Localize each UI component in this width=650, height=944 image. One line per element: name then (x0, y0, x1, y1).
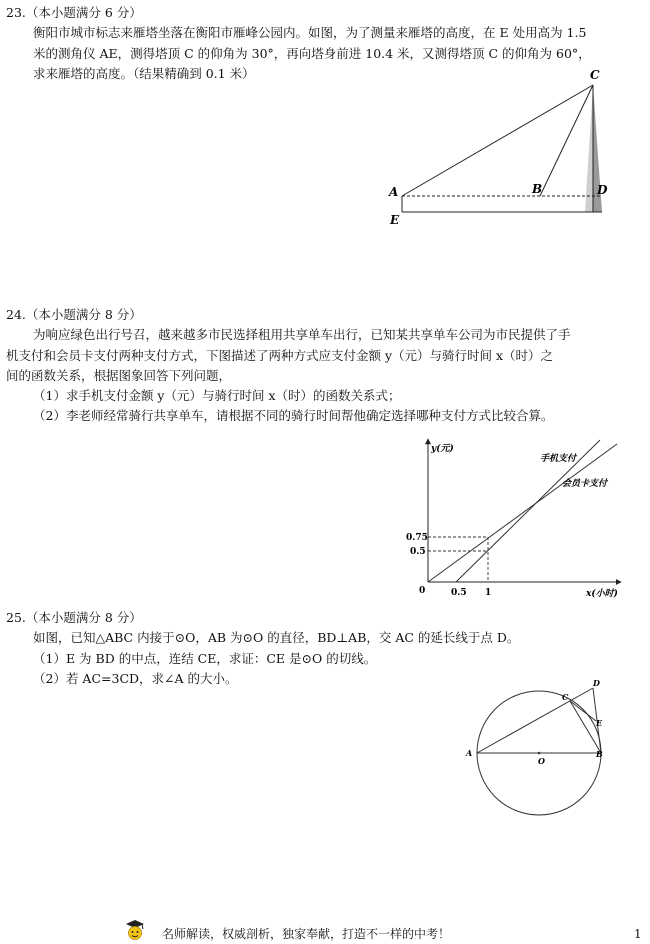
q24-line-phone (456, 440, 600, 582)
q23-header: 23.（本小题满分 6 分） (6, 5, 142, 20)
q23-line-AC (402, 85, 593, 196)
q25-line-CE (570, 701, 596, 721)
q24-y-axis-label: y(元) (431, 444, 454, 454)
q24-origin: 0 (419, 586, 426, 596)
q24-tick-05-x: 0.5 (451, 588, 467, 598)
mascot-scholar-icon (122, 918, 146, 942)
q23-line-BC (540, 85, 593, 196)
q23-text-line2: 米的测角仪 AE，测得塔顶 C 的仰角为 30°，再向塔身前进 10.4 米，又测得塔顶 C 的仰角为 60°， (33, 46, 591, 61)
q25-part1: （1）E 为 BD 的中点，连结 CE，求证：CE 是⊙O 的切线。 (33, 651, 377, 666)
q25-circle-figure (462, 676, 612, 818)
q24-header: 24.（本小题满分 8 分） (6, 307, 142, 322)
q24-label-card: 会员卡支付 (562, 479, 608, 489)
q25-label-D: D (593, 678, 600, 688)
q24-tick-05-y: 0.5 (410, 547, 426, 557)
q25-label-B: B (596, 749, 603, 759)
q24-line-card (428, 444, 617, 582)
q25-label-C: C (562, 692, 569, 702)
q23-label-C: C (590, 68, 600, 82)
q25-label-E: E (596, 718, 603, 728)
q23-label-B: B (532, 182, 543, 196)
q25-label-O: O (538, 756, 545, 766)
q25-text-line1: 如图，已知△ABC 内接于⊙O，AB 为⊙O 的直径，BD⊥AB，交 AC 的延长线于点 D。 (33, 630, 520, 645)
q23-tower-shadow-left (585, 85, 593, 212)
q23-label-E: E (390, 213, 400, 227)
q23-text-line3: 求来雁塔的高度。（结果精确到 0.1 米） (33, 66, 255, 81)
footer-page-number: 1 (634, 927, 642, 941)
q24-text-line2: 机支付和会员卡支付两种支付方式，下图描述了两种方式应支付金额 y（元）与骑行时间 x（时）之 (6, 348, 554, 363)
q24-tick-1: 1 (485, 588, 492, 598)
q23-tower-figure (380, 62, 620, 232)
q24-part2: （2）李老师经常骑行共享单车，请根据不同的骑行时间帮他确定选择哪种支付方式比较合算。 (33, 408, 554, 423)
q25-point-O (538, 752, 541, 755)
q25-line-AD (477, 688, 593, 753)
q25-label-A: A (466, 748, 473, 758)
q25-part2: （2）若 AC=3CD，求∠A 的大小。 (33, 671, 238, 686)
q23-text-line1: 衡阳市城市标志来雁塔坐落在衡阳市雁峰公园内。如图，为了测量来雁塔的高度，在 E 处用高为 1.5 (33, 25, 587, 40)
q24-function-graph (395, 434, 630, 604)
q23-label-A: A (389, 185, 399, 199)
q24-label-phone: 手机支付 (540, 454, 577, 464)
footer-slogan: 名师解读，权威剖析，独家奉献，打造不一样的中考！ (162, 927, 451, 941)
q25-header: 25.（本小题满分 8 分） (6, 610, 142, 625)
q24-text-line1: 为响应绿色出行号召，越来越多市民选择租用共享单车出行，已知某共享单车公司为市民提供了手 (33, 327, 571, 342)
q24-tick-075: 0.75 (406, 533, 428, 543)
q24-x-axis-label: x(小时) (586, 589, 618, 599)
q23-label-D: D (597, 183, 608, 197)
q24-part1: （1）求手机支付金额 y（元）与骑行时间 x（时）的函数关系式； (33, 388, 401, 403)
q24-text-line3: 间的函数关系，根据图象回答下列问题， (6, 368, 232, 383)
